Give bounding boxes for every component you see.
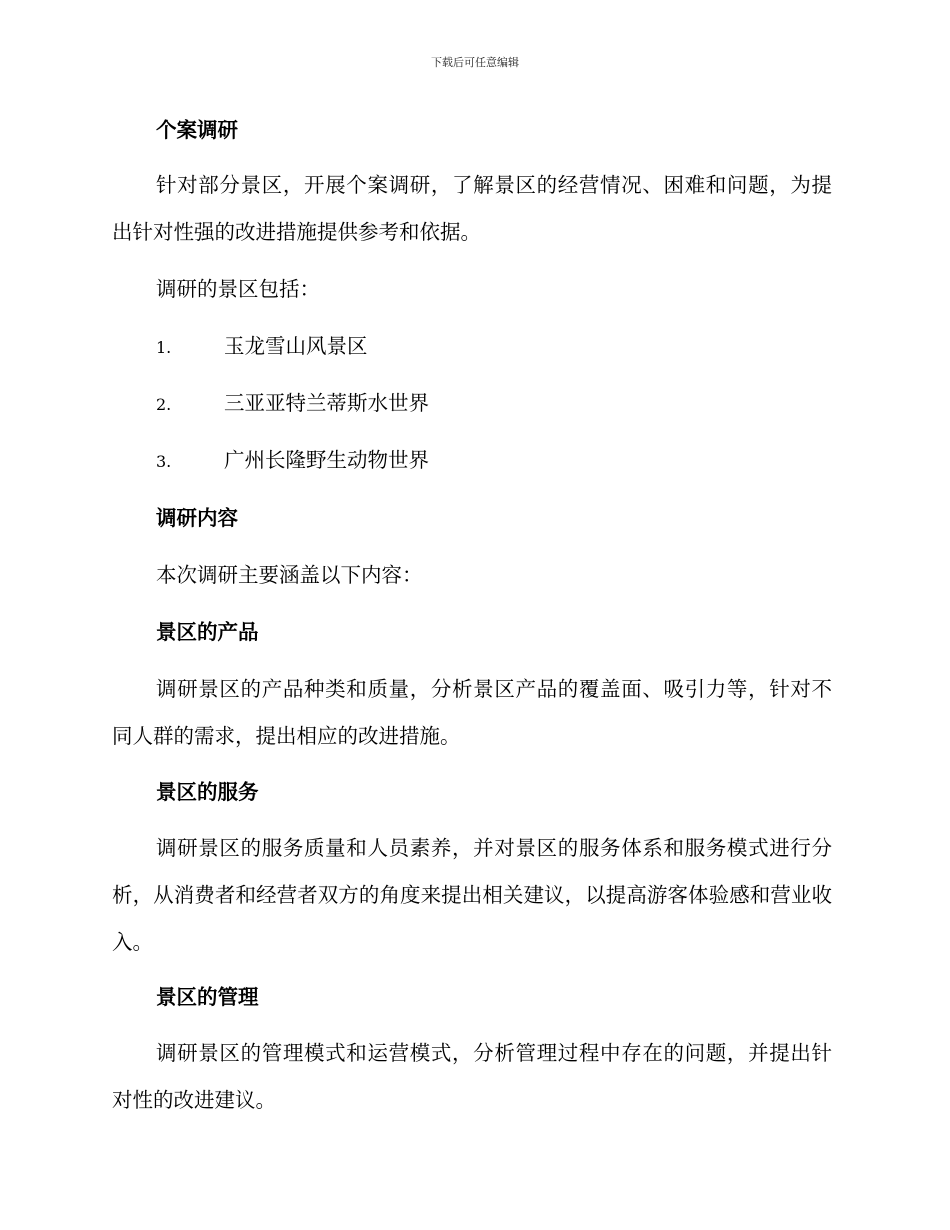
- list-item: [112, 389, 832, 417]
- header-note: 下载后可任意编辑: [431, 56, 519, 69]
- section-heading-products: 景区的产品: [156, 620, 259, 644]
- services-body: 调研景区的服务质量和人员素养，并对景区的服务体系和服务模式进行分析，从消费者和经营者双方的角度来提出相关建议，以提高游客体验感和营业收入。: [112, 836, 832, 954]
- list-item: [112, 332, 832, 360]
- list-text: 玉龙雪山风景区: [224, 334, 368, 358]
- management-body: 调研景区的管理模式和运营模式，分析管理过程中存在的问题，并提出针对性的改进建议。: [112, 1041, 832, 1112]
- products-body: 调研景区的产品种类和质量，分析景区产品的覆盖面、吸引力等，针对不同人群的需求，提出相应的改进措施。: [112, 677, 832, 748]
- section-heading-management: 景区的管理: [156, 985, 259, 1009]
- list-intro: 调研的景区包括：: [156, 277, 320, 301]
- content-intro: 本次调研主要涵盖以下内容：: [156, 563, 423, 587]
- case-study-intro: 针对部分景区，开展个案调研，了解景区的经营情况、困难和问题，为提出针对性强的改进措施提供参考和依据。: [112, 173, 832, 244]
- list-item: [112, 446, 832, 474]
- list-text: 广州长隆野生动物世界: [224, 448, 429, 472]
- list-number: 2.: [156, 395, 172, 414]
- list-number: 1.: [156, 338, 172, 357]
- list-text: 三亚亚特兰蒂斯水世界: [224, 391, 429, 415]
- section-heading-services: 景区的服务: [156, 780, 259, 804]
- section-heading-content: 调研内容: [156, 506, 238, 530]
- list-number: 3.: [156, 452, 172, 471]
- section-heading-case-study: 个案调研: [156, 118, 238, 142]
